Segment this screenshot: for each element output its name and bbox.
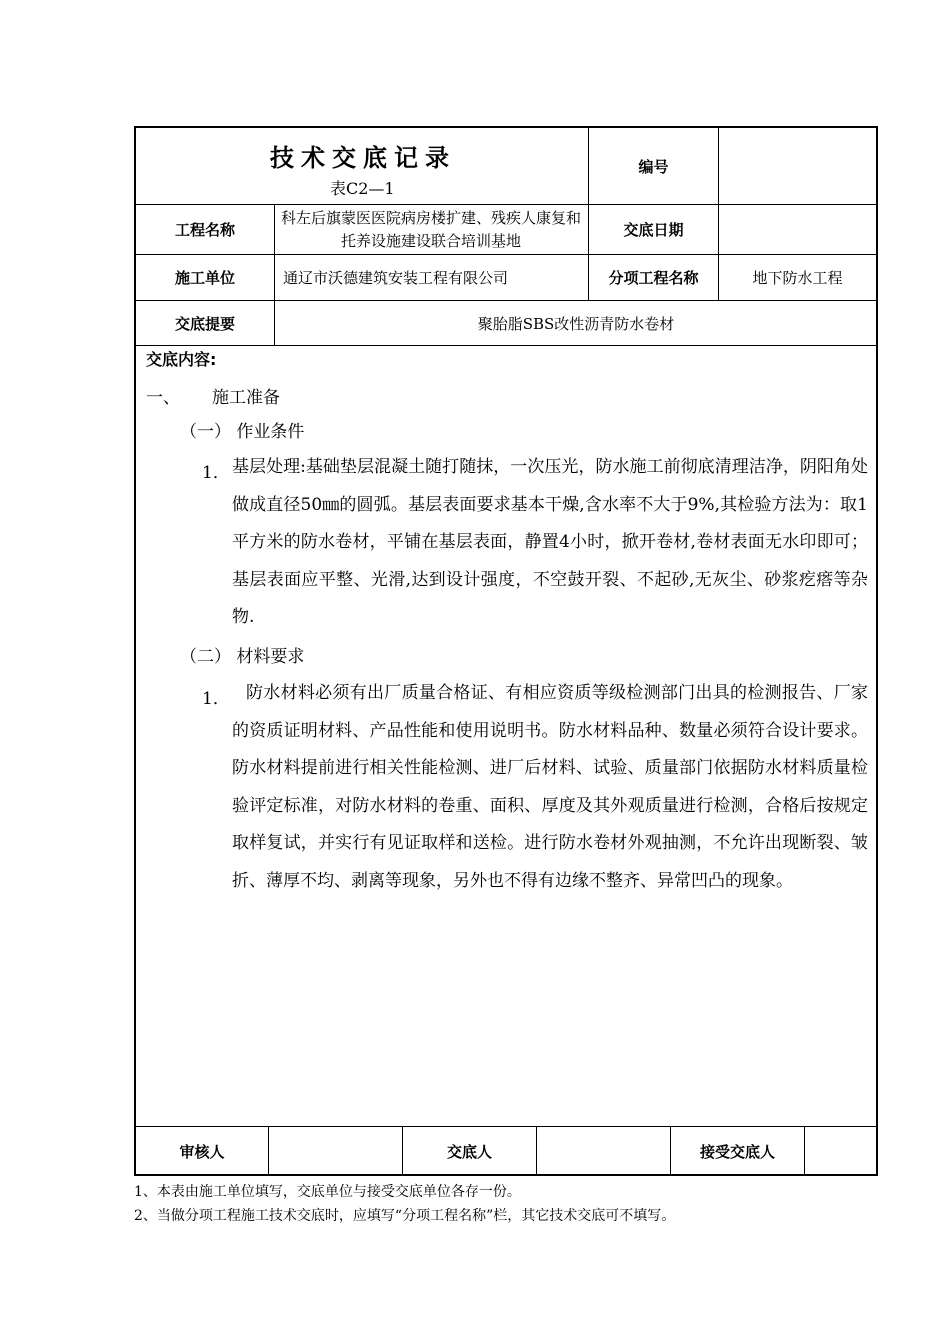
contractor-label: 施工单位 (174, 269, 235, 287)
reviewer-label: 审核人 (179, 1142, 225, 1161)
section-number: 一、 (146, 388, 180, 408)
reviewer-field[interactable] (269, 1127, 402, 1175)
item-text: 防水材料必须有出厂质量合格证、有相应资质等级检测部门出具的检测报告、厂家的资质证明材料、产品性能和使用说明书。防水材料品种、数量必须符合设计要求。防水材料提前进行相关性能检测、进厂后材料、试验、质量部门依据防水材料质量检验评定标准，对防水材料的卷重、面积、厚度及其外观质量进行检测，合格后按规定取样复试，并实行有见证取样和送检。进行防水卷材外观抽测，不允许出现断裂、皱折、薄厚不均、剥离等现象，另外也不得有边缘不整齐、异常凹凸的现象。 (232, 683, 868, 891)
form-code: 表C2—1 (330, 179, 395, 198)
section-title: 施工准备 (212, 388, 280, 408)
footnotes (134, 1180, 675, 1228)
item-text: 基层处理:基础垫层混凝土随打随抹，一次压光，防水施工前彻底清理洁净，阴阳角处做成直径50㎜的圆弧。基层表面要求基本干燥,含水率不大于9%,其检验方法为：取1平方米的防水卷材，平铺在基层表面，静置4小时，掀开卷材,卷材表面无水印即可；基层表面应平整、光滑,达到设计强度，不空鼓开裂、不起砂,无灰尘、砂浆疙瘩等杂物. (232, 457, 868, 627)
project-name-value[interactable]: 科左后旗蒙医医院病房楼扩建、残疾人康复和托养设施建设联合培训基地 (280, 208, 581, 250)
footnote: 1、本表由施工单位填写，交底单位与接受交底单位各存一份。 (134, 1184, 521, 1200)
contractor-value[interactable]: 通辽市沃德建筑安装工程有限公司 (283, 269, 509, 287)
subsection-title: （二） 材料要求 (180, 647, 305, 667)
subitem-value[interactable]: 地下防水工程 (752, 269, 843, 287)
subitem-label: 分项工程名称 (608, 269, 699, 287)
footnote: 2、当做分项工程施工技术交底时，应填写“分项工程名称”栏，其它技术交底可不填写。 (134, 1208, 676, 1224)
row-divider (135, 345, 877, 346)
code-label: 编号 (638, 157, 669, 176)
date-label: 交底日期 (623, 221, 684, 239)
summary-label: 交底提要 (174, 314, 235, 333)
discloser-field[interactable] (537, 1127, 670, 1175)
item-number: 1． (202, 463, 230, 483)
summary-value[interactable]: 聚胎脂SBS改性沥青防水卷材 (477, 314, 675, 333)
date-value[interactable] (719, 205, 876, 254)
receiver-field[interactable] (805, 1127, 876, 1175)
subsection-title: （一） 作业条件 (180, 422, 305, 442)
content-heading: 交底内容: (146, 350, 217, 369)
discloser-label: 交底人 (446, 1142, 492, 1161)
code-value[interactable] (719, 128, 876, 204)
item-number: 1． (202, 689, 230, 709)
project-name-label: 工程名称 (174, 221, 235, 239)
receiver-label: 接受交底人 (699, 1142, 775, 1161)
page-title: 技术交底记录 (270, 144, 456, 172)
